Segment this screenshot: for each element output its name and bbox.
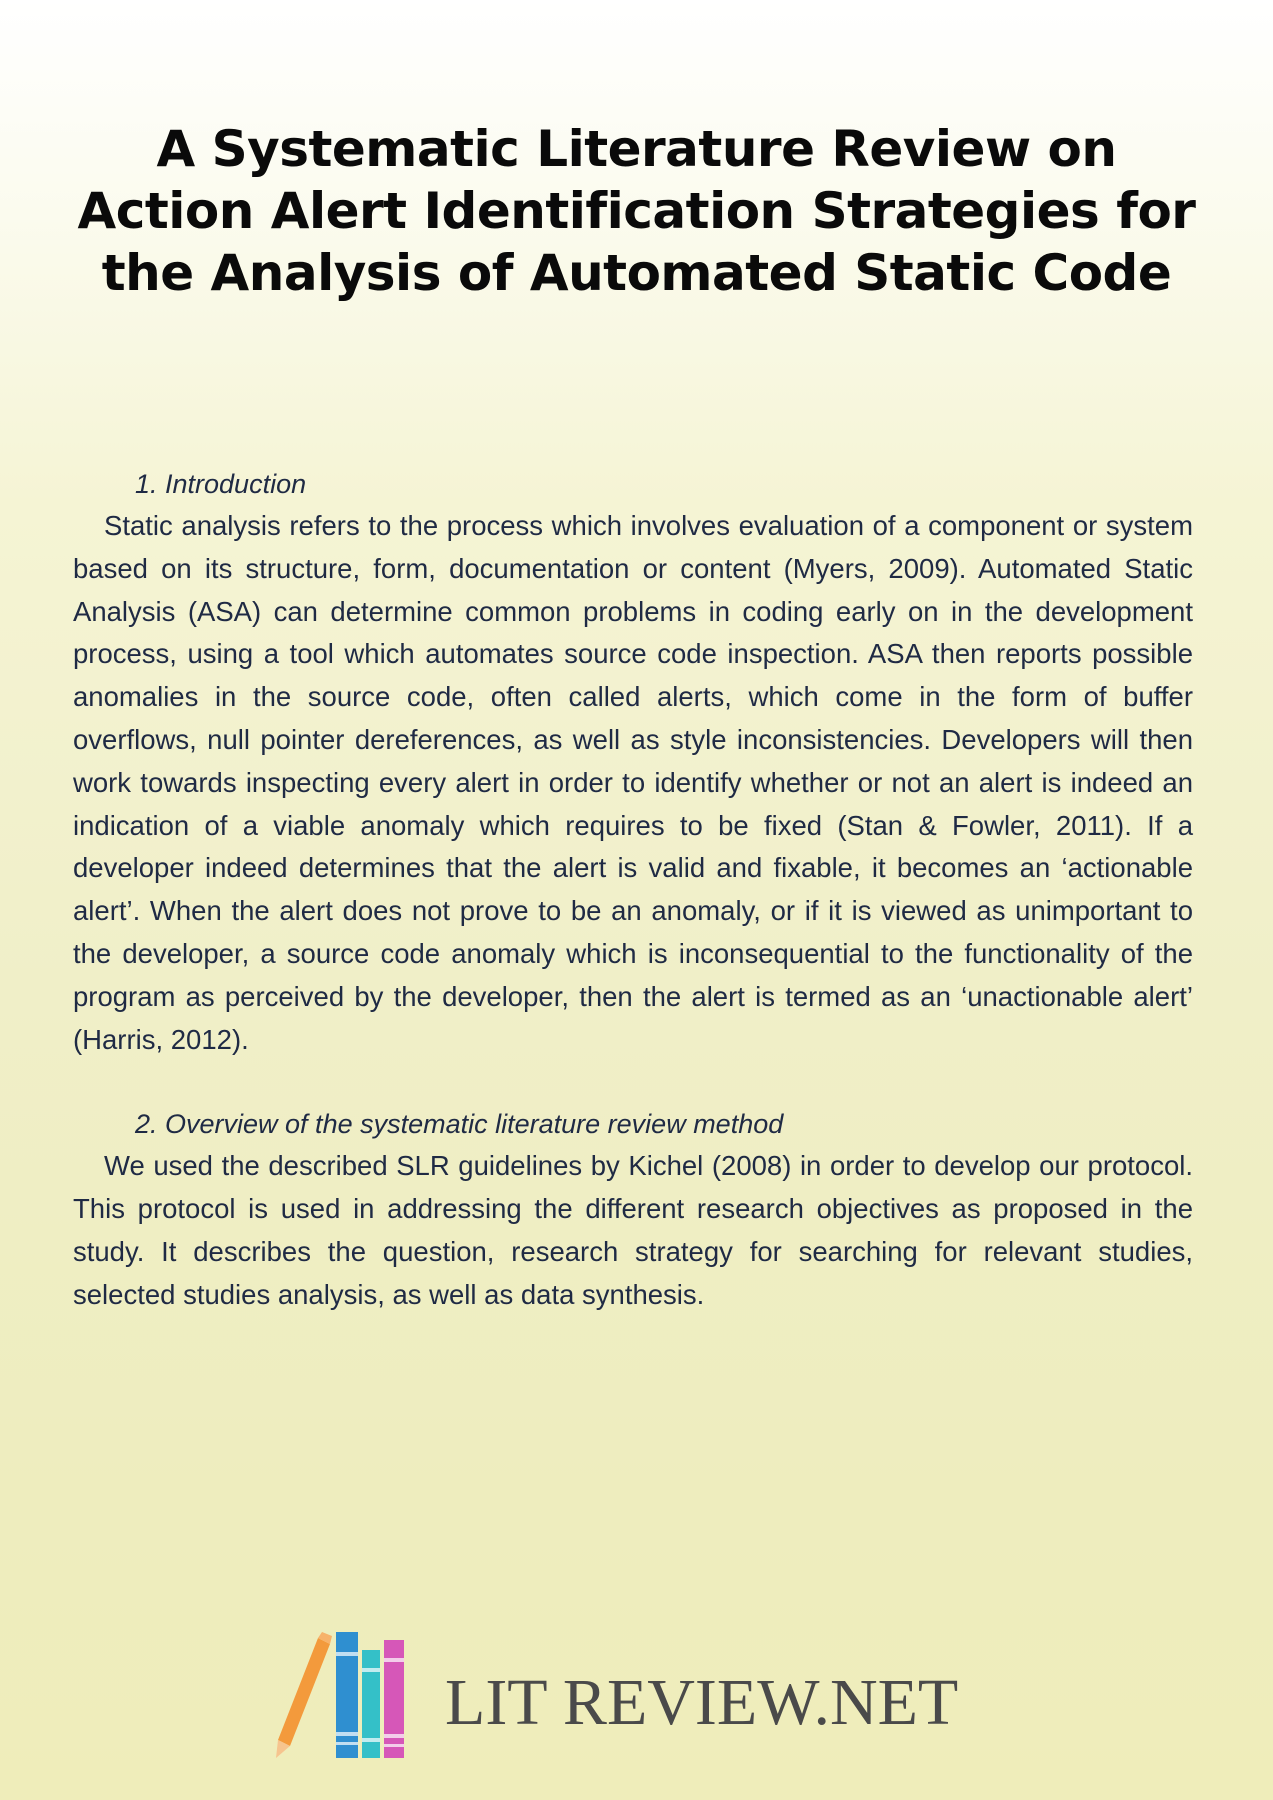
document-body (73, 463, 1193, 1317)
pink-book-icon (384, 1640, 404, 1758)
section-spacer (73, 1061, 1193, 1103)
page-title: A Systematic Literature Review on Action Alert Identification Strategies for the Analysis of Automated Static Code (77, 120, 1196, 302)
teal-book-icon (362, 1650, 380, 1758)
introduction-paragraph: Static analysis refers to the process which involves evaluation of a component or system based on its structure, form, documentation or content (Myers, 2009). Automated Static Analysis (ASA) can determine common problems in coding early on in the development process, using a tool which automates source code inspection. ASA then reports possible anomalies in the source code, often called alerts, which come in the form of buffer overflows, null pointer dereferences, as well as style inconsistencies. Developers will then work towards inspecting every alert in order to identify whether or not an alert is indeed an indication of a viable anomaly which requires to be fixed (Stan & Fowler, 2011). If a developer indeed determines that the alert is valid and fixable, it becomes an ‘actionable alert’. When the alert does not prove to be an anomaly, or if it is viewed as unimportant to the developer, a source code anomaly which is inconsequential to the functionality of the program as perceived by the developer, then the alert is termed as an ‘unactionable alert’ (Harris, 2012). (73, 510, 1193, 1055)
overview-paragraph: We used the described SLR guidelines by Kichel (2008) in order to develop our protocol. This protocol is used in addressing the different research objectives as proposed in the study. It describes the question, research strategy for searching for relevant studies, selected studies analysis, as well as data synthesis. (73, 1150, 1193, 1310)
section-heading-overview: 2. Overview of the systematic literature review method (135, 1109, 784, 1140)
site-logo (270, 1628, 970, 1768)
section-heading-introduction: 1. Introduction (135, 469, 307, 499)
books-pencil-icon (270, 1628, 420, 1763)
blue-book-icon (336, 1632, 358, 1758)
logo-text: LIT REVIEW.NET (445, 1666, 959, 1739)
pencil-icon (276, 1632, 332, 1758)
